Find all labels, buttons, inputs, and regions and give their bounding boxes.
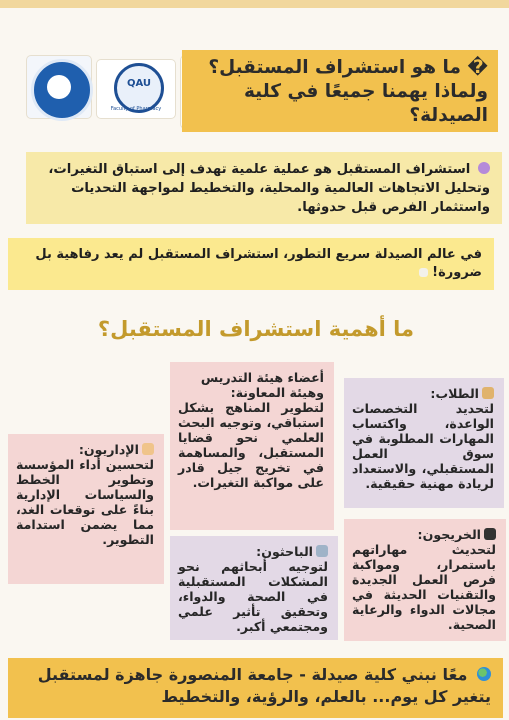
card-graduates-body: لتحديث مهاراتهم باستمرار، ومواكبة فرص العمل الجديدة والتقنيات الحديثة في مجالات الدواء والرعاية الصحية. bbox=[352, 542, 496, 632]
card-students-heading bbox=[352, 386, 494, 401]
title-marker-icon: � bbox=[467, 57, 488, 78]
page-title bbox=[182, 50, 498, 132]
card-researchers-heading bbox=[178, 544, 328, 559]
card-graduates-heading bbox=[352, 527, 496, 542]
card-admins-heading bbox=[16, 442, 154, 457]
title-text: ما هو استشراف المستقبل؟ ولماذا يهمنا جميعًا في كلية الصيدلة؟ bbox=[208, 57, 488, 126]
card-researchers bbox=[170, 536, 338, 640]
card-faculty-heading: أعضاء هيئة التدريس وهيئة المعاونة: bbox=[200, 370, 324, 400]
intro-box bbox=[26, 152, 502, 224]
note-box bbox=[8, 238, 494, 290]
card-graduates-heading-text: الخريجون: bbox=[417, 527, 481, 542]
qau-logo-text: QAU bbox=[126, 78, 152, 89]
logo-university bbox=[27, 56, 91, 118]
globe-icon bbox=[477, 667, 491, 681]
card-researchers-heading-text: الباحثون: bbox=[256, 544, 313, 559]
card-students-heading-text: الطلاب: bbox=[430, 386, 479, 401]
footer-banner bbox=[8, 658, 503, 718]
card-admins-body: لتحسين أداء المؤسسة وتطوير الخطط والسياسات الإدارية بناءً على توقعات الغد، مما يضمن استدامة التطوير. bbox=[16, 457, 154, 547]
qau-logo-caption: Faculty of Pharmacy bbox=[110, 106, 162, 112]
card-faculty-body: لتطوير المناهج بشكل استباقي، وتوجيه البحث العلمي نحو قضايا المستقبل، والمساهمة في تخريج جيل قادر على مواكبة التغيرات. bbox=[178, 400, 324, 490]
microscope-icon bbox=[316, 545, 328, 557]
card-faculty bbox=[170, 362, 334, 530]
card-admins-heading-text: الإداريون: bbox=[78, 442, 139, 457]
intro-text: استشراف المستقبل هو عملية علمية تهدف إلى استباق التغيرات، وتحليل الاتجاهات العالمية والمحلية، والتخطيط لمواجهة التحديات واستثمار الفرص قبل حدوثها. bbox=[48, 162, 490, 215]
section-title: ما أهمية استشراف المستقبل؟ bbox=[97, 317, 415, 341]
student-icon bbox=[482, 387, 494, 399]
administrator-icon bbox=[142, 443, 154, 455]
card-students-body: لتحديد التخصصات الواعدة، واكتساب المهارات المطلوبة في سوق العمل المستقبلي، والاستعداد لريادة مهنية حقيقية. bbox=[352, 401, 494, 491]
crystal-ball-icon bbox=[478, 162, 490, 174]
logo-qau bbox=[97, 60, 175, 118]
card-graduates bbox=[344, 519, 506, 641]
card-researchers-body: لتوجيه أبحاثهم نحو المشكلات المستقبلية في الصحة والدواء، وتحقيق تأثير علمي ومجتمعي أكبر. bbox=[178, 559, 328, 634]
graduation-cap-icon bbox=[484, 528, 496, 540]
university-seal-center-icon bbox=[47, 75, 71, 99]
card-students bbox=[344, 378, 504, 508]
card-admins bbox=[8, 434, 164, 584]
note-text: في عالم الصيدلة سريع التطور، استشراف المستقبل لم يعد رفاهية بل ضرورة! bbox=[35, 247, 482, 280]
footer-text: معًا نبني كلية صيدلة - جامعة المنصورة جاهزة لمستقبل يتغير كل يوم... بالعلم، والرؤية، والتخطيط bbox=[37, 665, 491, 706]
top-ornament bbox=[0, 0, 509, 8]
pill-icon bbox=[419, 268, 428, 277]
